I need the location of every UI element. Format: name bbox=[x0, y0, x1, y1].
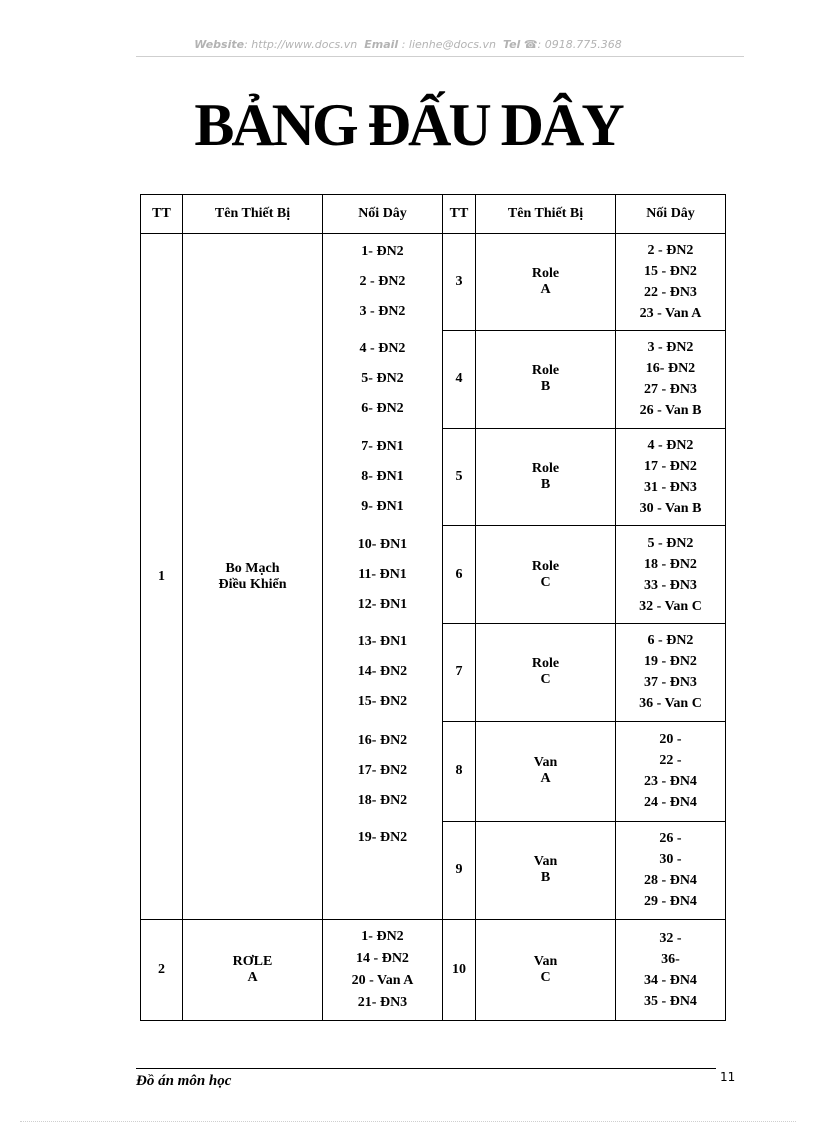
pin: 5 - ĐN2 bbox=[647, 535, 694, 551]
header-divider bbox=[136, 56, 744, 57]
pin: 2 - ĐN2 bbox=[359, 274, 406, 290]
pin: 9- ĐN1 bbox=[361, 499, 404, 515]
pin: 34 - ĐN4 bbox=[644, 973, 697, 989]
pin: 36 - Van C bbox=[639, 696, 702, 712]
right-tt: 8 bbox=[443, 721, 476, 821]
right-pins bbox=[616, 721, 726, 821]
row1-pins-group7 bbox=[323, 821, 443, 920]
table-row bbox=[141, 920, 726, 1021]
right-device bbox=[476, 330, 616, 428]
pin: 37 - ĐN3 bbox=[644, 675, 697, 691]
pin: 15- ĐN2 bbox=[357, 694, 408, 710]
right-device-name: Role bbox=[531, 656, 560, 672]
table-row bbox=[141, 234, 726, 331]
pin: 3 - ĐN2 bbox=[359, 304, 406, 320]
right-pins bbox=[616, 526, 726, 624]
pin: 15 - ĐN2 bbox=[644, 264, 697, 280]
row2-pins bbox=[323, 920, 443, 1021]
header-tel-label: Tel bbox=[502, 38, 521, 51]
pin: 20 - Van A bbox=[351, 973, 414, 989]
pin: 24 - ĐN4 bbox=[644, 795, 697, 811]
pin: 23 - ĐN4 bbox=[644, 774, 697, 790]
row1-pins-group5 bbox=[323, 624, 443, 722]
row2-device-name: RƠLE bbox=[232, 954, 273, 970]
right-device-name: Van bbox=[533, 854, 558, 870]
pin: 17 - ĐN2 bbox=[644, 459, 697, 475]
header-website-value: : http://www.docs.vn bbox=[244, 38, 358, 51]
right-device bbox=[476, 624, 616, 722]
pin: 11- ĐN1 bbox=[358, 566, 407, 582]
header-website-label: Website bbox=[194, 38, 245, 51]
pin: 18 - ĐN2 bbox=[644, 556, 697, 572]
right-device-sub: B bbox=[540, 379, 551, 395]
pin: 33 - ĐN3 bbox=[644, 577, 697, 593]
right-tt: 4 bbox=[443, 330, 476, 428]
right-tt: 6 bbox=[443, 526, 476, 624]
col-header-wiring-right: Nối Dây bbox=[616, 195, 726, 234]
right-device-sub: C bbox=[540, 970, 551, 986]
pin: 8- ĐN1 bbox=[361, 469, 404, 485]
col-header-device: Tên Thiết Bị bbox=[183, 195, 323, 234]
row1-pins-group2 bbox=[323, 330, 443, 428]
pin: 26 - Van B bbox=[639, 403, 702, 419]
pin: 3 - ĐN2 bbox=[647, 340, 694, 356]
right-tt: 3 bbox=[443, 234, 476, 331]
col-header-tt: TT bbox=[141, 195, 183, 234]
right-device-name: Role bbox=[531, 266, 560, 282]
pin: 22 - bbox=[659, 753, 682, 769]
col-header-device-right: Tên Thiết Bị bbox=[476, 195, 616, 234]
pin: 32 - Van C bbox=[639, 598, 702, 614]
pin: 1- ĐN2 bbox=[361, 929, 404, 945]
right-device-sub: A bbox=[540, 282, 551, 298]
pin: 28 - ĐN4 bbox=[644, 873, 697, 889]
right-device-sub: B bbox=[540, 870, 551, 886]
pin: 27 - ĐN3 bbox=[644, 382, 697, 398]
pin: 6- ĐN2 bbox=[361, 401, 404, 417]
right-pins bbox=[616, 821, 726, 920]
right-pins bbox=[616, 234, 726, 331]
pin: 7- ĐN1 bbox=[361, 439, 404, 455]
table-header-row bbox=[141, 195, 726, 234]
pin: 19- ĐN2 bbox=[357, 830, 408, 845]
right-device bbox=[476, 428, 616, 526]
right-tt: 10 bbox=[443, 920, 476, 1021]
row1-device bbox=[183, 234, 323, 920]
pin: 14- ĐN2 bbox=[357, 664, 408, 680]
right-pins bbox=[616, 920, 726, 1021]
pin: 12- ĐN1 bbox=[357, 596, 408, 612]
right-pins bbox=[616, 624, 726, 722]
page-number: 11 bbox=[720, 1070, 736, 1084]
pin: 31 - ĐN3 bbox=[644, 480, 697, 496]
pin: 14 - ĐN2 bbox=[356, 951, 409, 967]
pin: 36- bbox=[661, 952, 680, 968]
header-email-label: Email bbox=[364, 38, 399, 51]
right-pins bbox=[616, 428, 726, 526]
pin: 16- ĐN2 bbox=[357, 733, 408, 749]
pin: 26 - bbox=[659, 831, 682, 847]
right-device bbox=[476, 526, 616, 624]
pin: 5- ĐN2 bbox=[361, 371, 404, 387]
wiring-table bbox=[140, 194, 726, 1021]
right-tt: 5 bbox=[443, 428, 476, 526]
right-device-sub: C bbox=[540, 574, 551, 590]
pin: 4 - ĐN2 bbox=[647, 438, 694, 454]
row1-pins-group6 bbox=[323, 721, 443, 821]
col-header-wiring: Nối Dây bbox=[323, 195, 443, 234]
row2-tt: 2 bbox=[141, 920, 183, 1021]
pin: 16- ĐN2 bbox=[645, 361, 696, 377]
pin: 10- ĐN1 bbox=[357, 536, 408, 552]
right-pins bbox=[616, 330, 726, 428]
right-device-name: Role bbox=[531, 363, 560, 379]
row1-pins-group4 bbox=[323, 526, 443, 624]
right-device-sub: C bbox=[540, 672, 551, 688]
pin: 30 - Van B bbox=[639, 501, 702, 517]
pin: 29 - ĐN4 bbox=[644, 894, 697, 910]
page-bottom-border bbox=[20, 1121, 796, 1122]
row1-tt: 1 bbox=[141, 234, 183, 920]
pin: 18- ĐN2 bbox=[357, 793, 408, 809]
row2-device-sub: A bbox=[247, 970, 258, 986]
right-tt: 9 bbox=[443, 821, 476, 920]
pin: 30 - bbox=[659, 852, 682, 868]
right-device bbox=[476, 721, 616, 821]
right-device-sub: B bbox=[540, 477, 551, 493]
right-tt: 7 bbox=[443, 624, 476, 722]
pin: 4 - ĐN2 bbox=[359, 341, 406, 357]
pin: 13- ĐN1 bbox=[357, 634, 408, 650]
footer-divider bbox=[136, 1068, 716, 1069]
pin: 2 - ĐN2 bbox=[647, 243, 694, 259]
pin: 1- ĐN2 bbox=[361, 244, 404, 260]
pin: 19 - ĐN2 bbox=[644, 654, 697, 670]
pin: 17- ĐN2 bbox=[357, 763, 408, 779]
pin: 6 - ĐN2 bbox=[647, 633, 694, 649]
page-header bbox=[0, 38, 816, 51]
row1-pins-group1 bbox=[323, 234, 443, 331]
page-title: BẢNG ĐẤU DÂY bbox=[194, 92, 622, 158]
phone-icon: ☎ bbox=[523, 38, 538, 51]
pin: 32 - bbox=[659, 931, 682, 947]
pin: 35 - ĐN4 bbox=[644, 994, 697, 1010]
row2-device bbox=[183, 920, 323, 1021]
row1-device-line1: Bo Mạch bbox=[225, 560, 280, 576]
pin: 21- ĐN3 bbox=[357, 995, 408, 1011]
right-device-sub: A bbox=[540, 771, 551, 787]
right-device bbox=[476, 920, 616, 1021]
pin: 20 - bbox=[659, 732, 682, 748]
right-device bbox=[476, 821, 616, 920]
right-device-name: Role bbox=[531, 461, 560, 477]
header-email-value: : lienhe@docs.vn bbox=[398, 38, 496, 51]
row1-pins-group3 bbox=[323, 428, 443, 526]
header-tel-value: : 0918.775.368 bbox=[537, 38, 622, 51]
right-device-name: Role bbox=[531, 558, 560, 574]
col-header-tt-right: TT bbox=[443, 195, 476, 234]
right-device-name: Van bbox=[533, 755, 558, 771]
row1-device-line2: Điều Khiển bbox=[218, 576, 287, 592]
right-device-name: Van bbox=[533, 954, 558, 970]
pin: 23 - Van A bbox=[639, 306, 702, 322]
footer-text: Đồ án môn học bbox=[136, 1073, 232, 1089]
pin: 22 - ĐN3 bbox=[644, 285, 697, 301]
right-device bbox=[476, 234, 616, 331]
